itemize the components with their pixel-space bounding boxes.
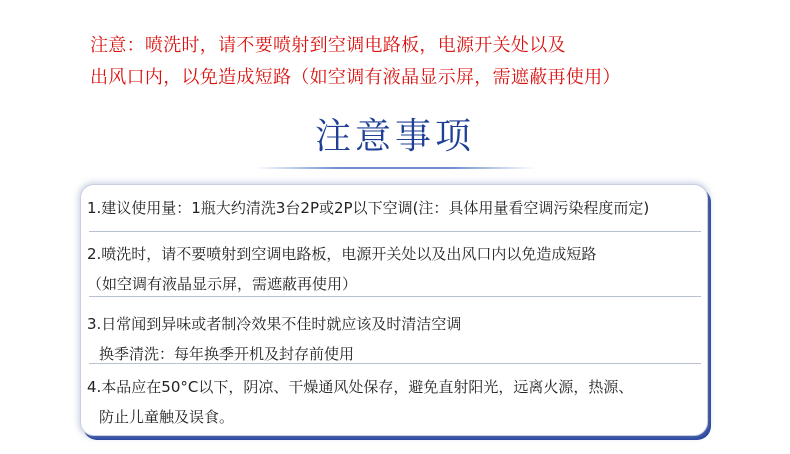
notice-box bbox=[80, 184, 708, 436]
notice-item-3-text: 3.日常闻到异味或者制冷效果不佳时就应该及时清洁空调 bbox=[87, 315, 462, 333]
notice-item-1 bbox=[81, 193, 709, 223]
title-underline bbox=[255, 167, 535, 169]
notice-divider bbox=[89, 296, 701, 297]
notice-item-2-text: 2.喷洗时，请不要喷射到空调电路板，电源开关处以及出风口内以免造成短路 bbox=[87, 245, 597, 263]
notice-item-3-text-cont: 换季清洗：每年换季开机及封存前使用 bbox=[99, 345, 355, 363]
notice-item-4-text-cont: 防止儿童触及误食。 bbox=[99, 408, 235, 426]
section-title: 注意事项 bbox=[314, 116, 475, 157]
notice-divider bbox=[89, 363, 701, 364]
notice-item-2 bbox=[81, 239, 709, 299]
warning-notice bbox=[90, 30, 750, 94]
notice-item-2-text-cont: （如空调有液晶显示屏，需遮蔽再使用） bbox=[87, 275, 358, 293]
warning-line-1: 注意：喷洗时，请不要喷射到空调电路板，电源开关处以及 bbox=[90, 35, 566, 56]
notice-item-4 bbox=[81, 372, 709, 432]
notice-item-1-text: 1.建议使用量：1瓶大约清洗3台2P或2P以下空调(注：具体用量看空调污染程度而定) bbox=[87, 199, 650, 217]
warning-line-2: 出风口内，以免造成短路（如空调有液晶显示屏，需遮蔽再使用） bbox=[90, 67, 621, 88]
notice-item-4-text: 4.本品应在50°C以下，阴凉、干燥通风处保存，避免直射阳光，远离火源，热源、 bbox=[87, 378, 634, 396]
notice-item-3 bbox=[81, 309, 709, 369]
notice-divider bbox=[89, 231, 701, 232]
